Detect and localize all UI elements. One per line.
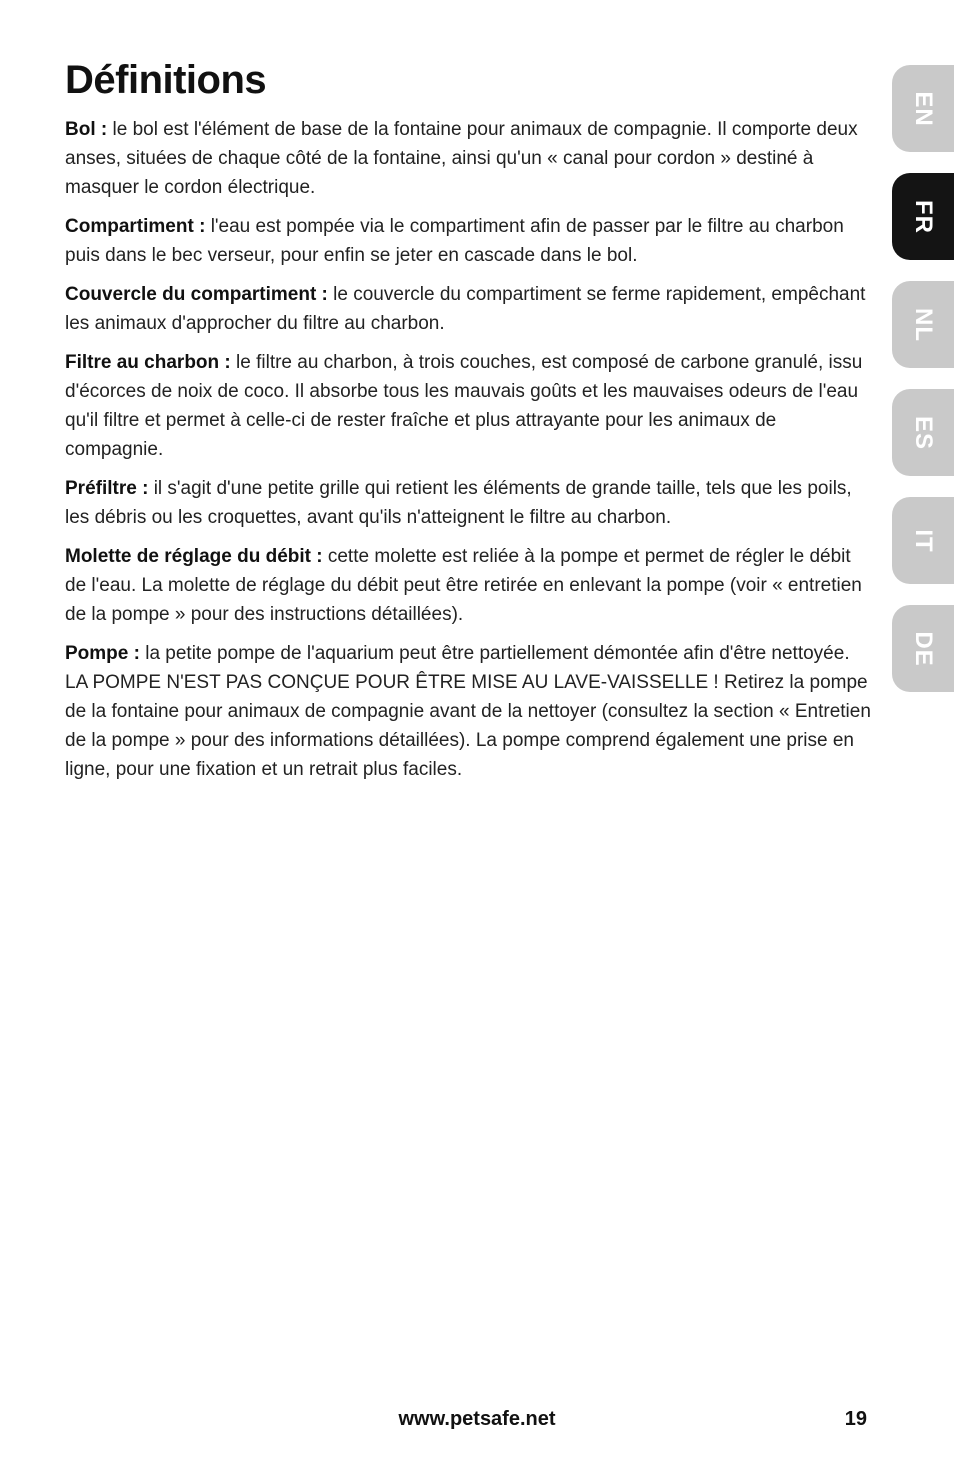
definition-text: l'eau est pompée via le compartiment afin de passer par le filtre au charbon puis dans le bec verseur, pour enfin se jeter en cascade dans le bol. — [65, 216, 844, 266]
definition-term: Bol : — [65, 119, 108, 140]
definition-term: Filtre au charbon : — [65, 352, 231, 373]
footer-url[interactable]: www.petsafe.net — [398, 1408, 556, 1430]
language-tab-fr[interactable] — [892, 173, 954, 260]
language-tab-label: DE — [910, 630, 937, 667]
language-tab-de[interactable] — [892, 605, 954, 692]
language-tab-label: FR — [910, 199, 937, 234]
language-tab-it[interactable] — [892, 497, 954, 584]
definition-term: Molette de réglage du débit : — [65, 546, 323, 567]
definition-term: Pompe : — [65, 643, 140, 664]
language-tab-label: NL — [910, 307, 937, 342]
language-tab-en[interactable] — [892, 65, 954, 152]
language-tab-label: ES — [910, 415, 937, 450]
definition-pompe — [65, 639, 873, 784]
page-title: Définitions — [65, 58, 267, 102]
definition-compartiment — [65, 212, 873, 270]
language-tab-label: EN — [910, 90, 937, 127]
definition-text: le bol est l'élément de base de la fontaine pour animaux de compagnie. Il comporte deux anses, situées de chaque côté de la fontaine, ainsi qu'un « canal pour cordon » destiné à masquer le cordon électrique. — [65, 119, 858, 198]
definition-term: Compartiment : — [65, 216, 206, 237]
definition-term: Couvercle du compartiment : — [65, 284, 328, 305]
definitions-list — [65, 115, 873, 794]
definition-text: le filtre au charbon, à trois couches, est composé de carbone granulé, issu d'écorces de noix de coco. Il absorbe tous les mauvais goûts et les mauvaises odeurs de l'eau qu'il filtre et permet à celle-ci de rester fraîche et plus attrayante pour les animaux de compagnie. — [65, 352, 863, 460]
language-tabs — [892, 65, 954, 713]
language-tab-label: IT — [910, 528, 937, 553]
definition-prefiltre — [65, 474, 873, 532]
definition-couvercle — [65, 280, 873, 338]
definition-text: cette molette est reliée à la pompe et permet de régler le débit de l'eau. La molette de réglage du débit peut être retirée en enlevant la pompe (voir « entretien de la pompe » pour des instructions détaillées). — [65, 546, 862, 625]
language-tab-es[interactable] — [892, 389, 954, 476]
definition-bol — [65, 115, 873, 202]
definition-text: la petite pompe de l'aquarium peut être partiellement démontée afin d'être nettoyée. LA POMPE N'EST PAS CONÇUE POUR ÊTRE MISE AU LAVE-VAISSELLE ! Retirez la pompe de la fontaine pour animaux de compagnie avant de la nettoyer (consultez la section « Entretien de la pompe » pour des informations détaillées). La pompe comprend également une prise en ligne, pour une fixation et un retrait plus faciles. — [65, 643, 871, 780]
definition-text: le couvercle du compartiment se ferme rapidement, empêchant les animaux d'approcher du filtre au charbon. — [65, 284, 866, 334]
definition-filtre — [65, 348, 873, 464]
definition-molette — [65, 542, 873, 629]
definition-text: il s'agit d'une petite grille qui retient les éléments de grande taille, tels que les poils, les débris ou les croquettes, avant qu'ils n'atteignent le filtre au charbon. — [65, 478, 852, 528]
definition-term: Préfiltre : — [65, 478, 149, 499]
language-tab-nl[interactable] — [892, 281, 954, 368]
page-number: 19 — [844, 1408, 867, 1430]
